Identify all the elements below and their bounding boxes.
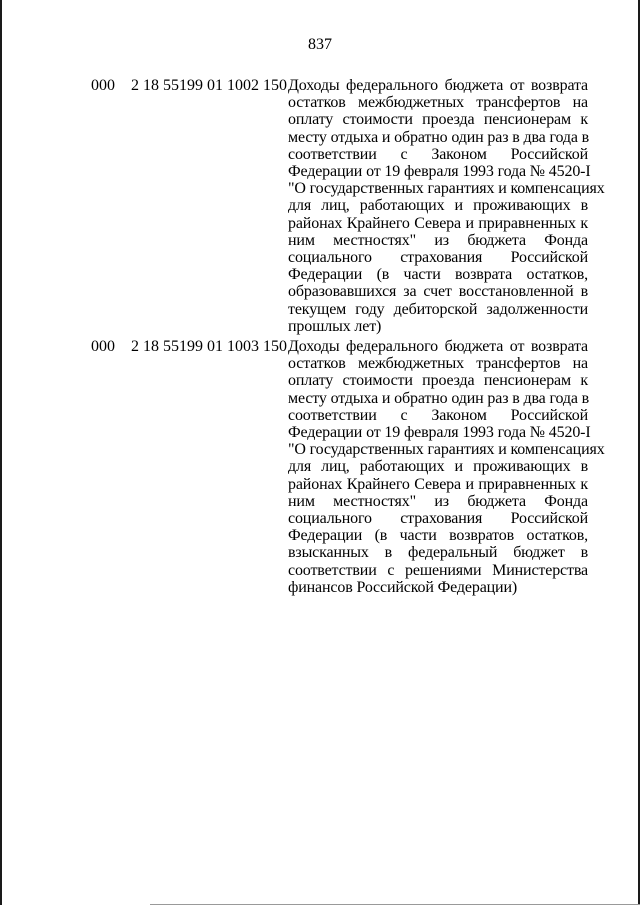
kbk-code: 2 18 55199 01 1002 150 bbox=[131, 77, 287, 94]
description-line: районах Крайнего Севера и приравненных к bbox=[288, 475, 588, 493]
kbk-code: 2 18 55199 01 1003 150 bbox=[131, 338, 287, 355]
description-line: оплату стоимости проезда пенсионерам к bbox=[288, 372, 588, 390]
revenue-description bbox=[288, 77, 605, 335]
description-line: Федерации (в части возвратов остатков, bbox=[288, 527, 588, 545]
revenue-description bbox=[288, 338, 605, 596]
description-line: Доходы федерального бюджета от возврата bbox=[288, 338, 588, 355]
description-line: социального страхования Российской bbox=[288, 510, 588, 528]
description-line: Федерации от 19 февраля 1993 года № 4520-I bbox=[288, 163, 591, 181]
description-line: "О государственных гарантиях и компенсациях bbox=[288, 180, 605, 198]
description-line: месту отдыха и обратно один раз в два года в bbox=[288, 128, 590, 146]
description-line: взысканных в федеральный бюджет в bbox=[288, 544, 588, 562]
description-line: финансов Российской Федерации) bbox=[288, 578, 518, 596]
scan-border-left bbox=[0, 0, 2, 905]
admin-code: 000 bbox=[91, 338, 115, 355]
page-number: 837 bbox=[308, 36, 332, 53]
description-line: оплату стоимости проезда пенсионерам к bbox=[288, 111, 588, 129]
description-line: Доходы федерального бюджета от возврата bbox=[288, 77, 588, 94]
description-line: районах Крайнего Севера и приравненных к bbox=[288, 214, 588, 232]
description-line: соответствии с решениями Министерства bbox=[288, 561, 588, 579]
description-line: социального страхования Российской bbox=[288, 249, 588, 267]
description-line: "О государственных гарантиях и компенсациях bbox=[288, 441, 605, 459]
description-line: остатков межбюджетных трансфертов на bbox=[288, 355, 588, 373]
description-line: соответствии с Законом Российской bbox=[288, 406, 588, 424]
description-line: для лиц, работающих и проживающих в bbox=[288, 197, 588, 215]
description-line: образовавшихся за счет восстановленной в bbox=[288, 283, 588, 301]
description-line: прошлых лет) bbox=[288, 317, 382, 335]
description-line: соответствии с Законом Российской bbox=[288, 145, 588, 163]
description-line: текущем году дебиторской задолженности bbox=[288, 300, 588, 318]
description-line: ним местностях" из бюджета Фонда bbox=[288, 492, 588, 510]
admin-code: 000 bbox=[91, 77, 115, 94]
description-line: месту отдыха и обратно один раз в два года в bbox=[288, 389, 590, 407]
description-line: остатков межбюджетных трансфертов на bbox=[288, 94, 588, 112]
description-line: для лиц, работающих и проживающих в bbox=[288, 458, 588, 476]
description-line: Федерации (в части возврата остатков, bbox=[288, 266, 588, 284]
description-line: Федерации от 19 февраля 1993 года № 4520-I bbox=[288, 424, 591, 442]
description-line: ним местностях" из бюджета Фонда bbox=[288, 231, 588, 249]
